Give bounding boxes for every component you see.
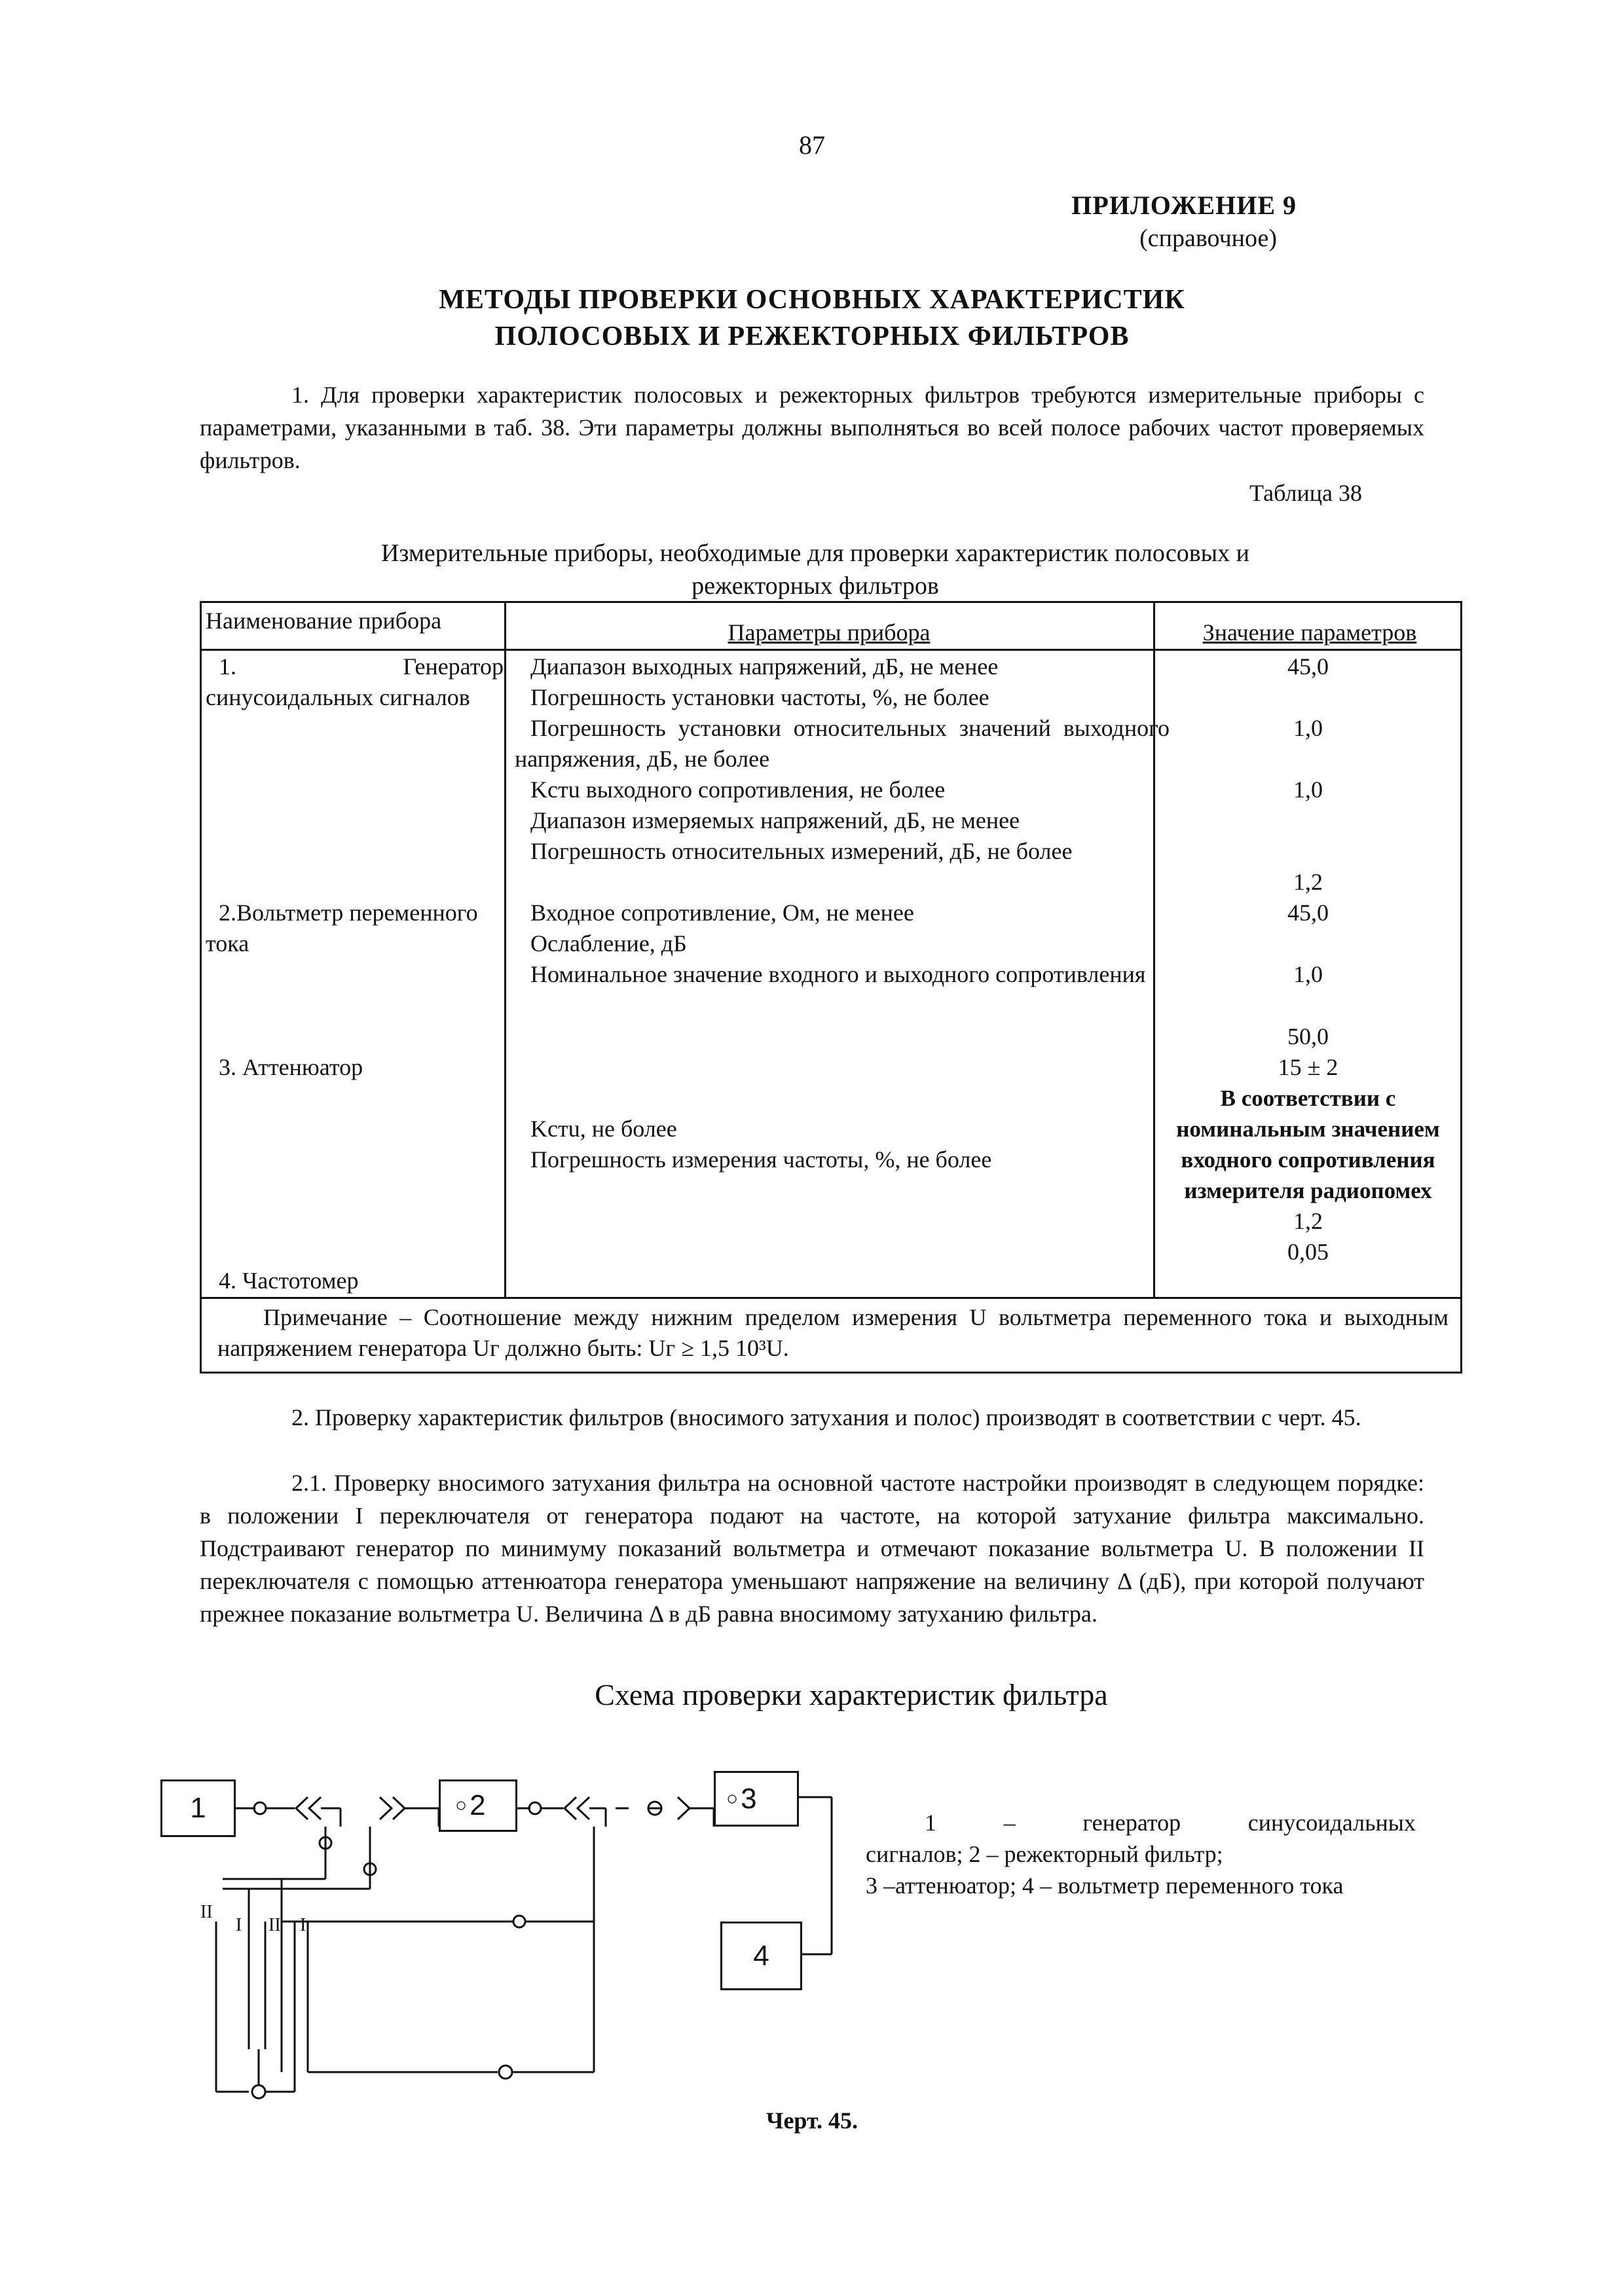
block-attenuator-label: 3 bbox=[741, 1782, 757, 1815]
value-8: 15 ± 2 bbox=[1278, 1054, 1338, 1080]
table-label: Таблица 38 bbox=[1249, 480, 1362, 506]
param-attenuation: Ослабление, дБ bbox=[530, 930, 687, 957]
appendix-title: ПРИЛОЖЕНИЕ 9 bbox=[1071, 191, 1297, 220]
value-9: В соответствии с номинальным значением входного сопротивления измерителя радиопомех bbox=[1176, 1085, 1440, 1203]
table-caption: Измерительные приборы, необходимые для проверки характеристик полосовых и режекторных фильтров bbox=[380, 539, 1250, 600]
value-10: 1,2 bbox=[1293, 1208, 1323, 1234]
connector-filter bbox=[529, 1802, 541, 1814]
table-header-divider bbox=[202, 649, 1462, 651]
plug-1 bbox=[296, 1797, 321, 1819]
param-relative-measurement-error: Погрешность относительных измерений, дБ, не более bbox=[530, 838, 1073, 864]
param-output-kstu: Kстu выходного сопротивления, не более bbox=[530, 776, 946, 803]
connector-gen bbox=[254, 1802, 266, 1814]
switch-label-ii-left: II bbox=[200, 1902, 213, 1922]
paragraph-1: 1. Для проверки характеристик полосовых и режекторных фильтров требуются измерительные приборы с параметрами, указанными в таб. 38. Эти параметры должны выполняться во всей полосе рабочих частот проверяемых фильтров. bbox=[200, 382, 1424, 473]
param-output-voltage-range: Диапазон выходных напряжений, дБ, не менее bbox=[530, 653, 999, 680]
param-frequency-measure-error: Погрешность измерения частоты, %, не более bbox=[530, 1146, 992, 1173]
value-6: 1,0 bbox=[1293, 961, 1323, 987]
block-generator bbox=[160, 1779, 236, 1837]
param-attenuator-kstu: Kстu, не более bbox=[530, 1116, 677, 1142]
main-title bbox=[262, 282, 1362, 355]
param-frequency-setting-error: Погрешность установки частоты, %, не более bbox=[530, 684, 989, 710]
value-3: 1,0 bbox=[1293, 776, 1323, 803]
legend-line-1: 1 – генератор синусоидальных bbox=[925, 1810, 1416, 1836]
schematic-title: Схема проверки характеристик фильтра bbox=[595, 1678, 1108, 1711]
value-1: 45,0 bbox=[1287, 653, 1329, 680]
block-notch-filter bbox=[439, 1779, 517, 1832]
block-voltmeter-label: 4 bbox=[753, 1939, 769, 1972]
block-attenuator bbox=[714, 1771, 799, 1827]
drawing-label: Черт. 45. bbox=[766, 2107, 858, 2134]
block-voltmeter bbox=[720, 1922, 802, 1990]
value-5: 45,0 bbox=[1287, 900, 1329, 926]
table-note-divider bbox=[202, 1297, 1462, 1299]
value-2: 1,0 bbox=[1293, 715, 1323, 741]
param-measured-voltage-range: Диапазон измеряемых напряжений, дБ, не менее bbox=[530, 807, 1020, 833]
device-generator: 1. Генератор синусоидальных сигналов bbox=[206, 653, 504, 710]
page-number: 87 bbox=[799, 130, 825, 160]
device-attenuator: 3. Аттенюатор bbox=[219, 1054, 363, 1080]
switch-label-ii-right: II bbox=[268, 1915, 281, 1935]
paragraph-2: 2. Проверку характеристик фильтров (вносимого затухания и полос) производят в соответствии с черт. 45. bbox=[291, 1404, 1361, 1430]
header-name: Наименование прибора bbox=[206, 608, 442, 634]
block-notch-filter-label: 2 bbox=[470, 1789, 486, 1821]
circle-icon: ○ bbox=[726, 1787, 739, 1810]
switch-label-i-right: I bbox=[300, 1915, 306, 1935]
value-11: 0,05 bbox=[1287, 1239, 1329, 1265]
connector-attenuator bbox=[648, 1802, 661, 1815]
legend-line-2: сигналов; 2 – режекторный фильтр; bbox=[866, 1841, 1223, 1867]
header-values: Значение параметров bbox=[1202, 619, 1417, 646]
plug-3 bbox=[564, 1797, 589, 1819]
plug-2 bbox=[380, 1797, 405, 1819]
value-4: 1,2 bbox=[1293, 869, 1323, 895]
legend-line-3: 3 –аттенюатор; 4 – вольтметр переменного тока bbox=[866, 1872, 1344, 1899]
table-note: Примечание – Соотношение между нижним пределом измерения U вольтметра переменного тока и выходным напряжением генератора Uг должно быть: Uг ≥ 1,5 10³U. bbox=[217, 1304, 1449, 1361]
device-voltmeter: 2.Вольтметр переменного тока bbox=[206, 900, 478, 957]
schematic-legend bbox=[866, 1807, 1416, 1901]
block-generator-label: 1 bbox=[190, 1792, 206, 1824]
param-nominal-resistance: Номинальное значение входного и выходного сопротивления bbox=[530, 961, 1146, 987]
instruments-table bbox=[200, 601, 1462, 1374]
device-frequency-meter: 4. Частотомер bbox=[219, 1267, 359, 1294]
circle-icon: ○ bbox=[455, 1795, 468, 1816]
main-title-line1: МЕТОДЫ ПРОВЕРКИ ОСНОВНЫХ ХАРАКТЕРИСТИК bbox=[439, 285, 1185, 315]
header-params: Параметры прибора bbox=[728, 619, 931, 646]
value-7: 50,0 bbox=[1287, 1023, 1329, 1049]
switch-label-i-left: I bbox=[236, 1915, 242, 1935]
main-title-line2: ПОЛОСОВЫХ И РЕЖЕКТОРНЫХ ФИЛЬТРОВ bbox=[494, 321, 1130, 352]
paragraph-3: 2.1. Проверку вносимого затухания фильтра на основной частоте настройки производят в следующем порядке: в положении I переключателя от генератора подают на частоте, на которой затухание фильтра максимально. Подстраивают генератор по минимуму показаний вольтметра и отмечают показание вольтметра U. В положении II переключателя с помощью аттенюатора генератора уменьшают напряжение на величину Δ (дБ), при которой получают прежнее показание вольтметра U. Величина Δ в дБ равна вносимому затуханию фильтра. bbox=[200, 1470, 1424, 1627]
appendix-subtitle: (справочное) bbox=[1139, 225, 1277, 252]
param-input-resistance: Входное сопротивление, Ом, не менее bbox=[530, 900, 914, 926]
table-col-divider-1 bbox=[504, 603, 506, 1297]
param-relative-voltage-error: Погрешность установки относительных значений выходного напряжения, дБ, не более bbox=[515, 715, 1170, 772]
